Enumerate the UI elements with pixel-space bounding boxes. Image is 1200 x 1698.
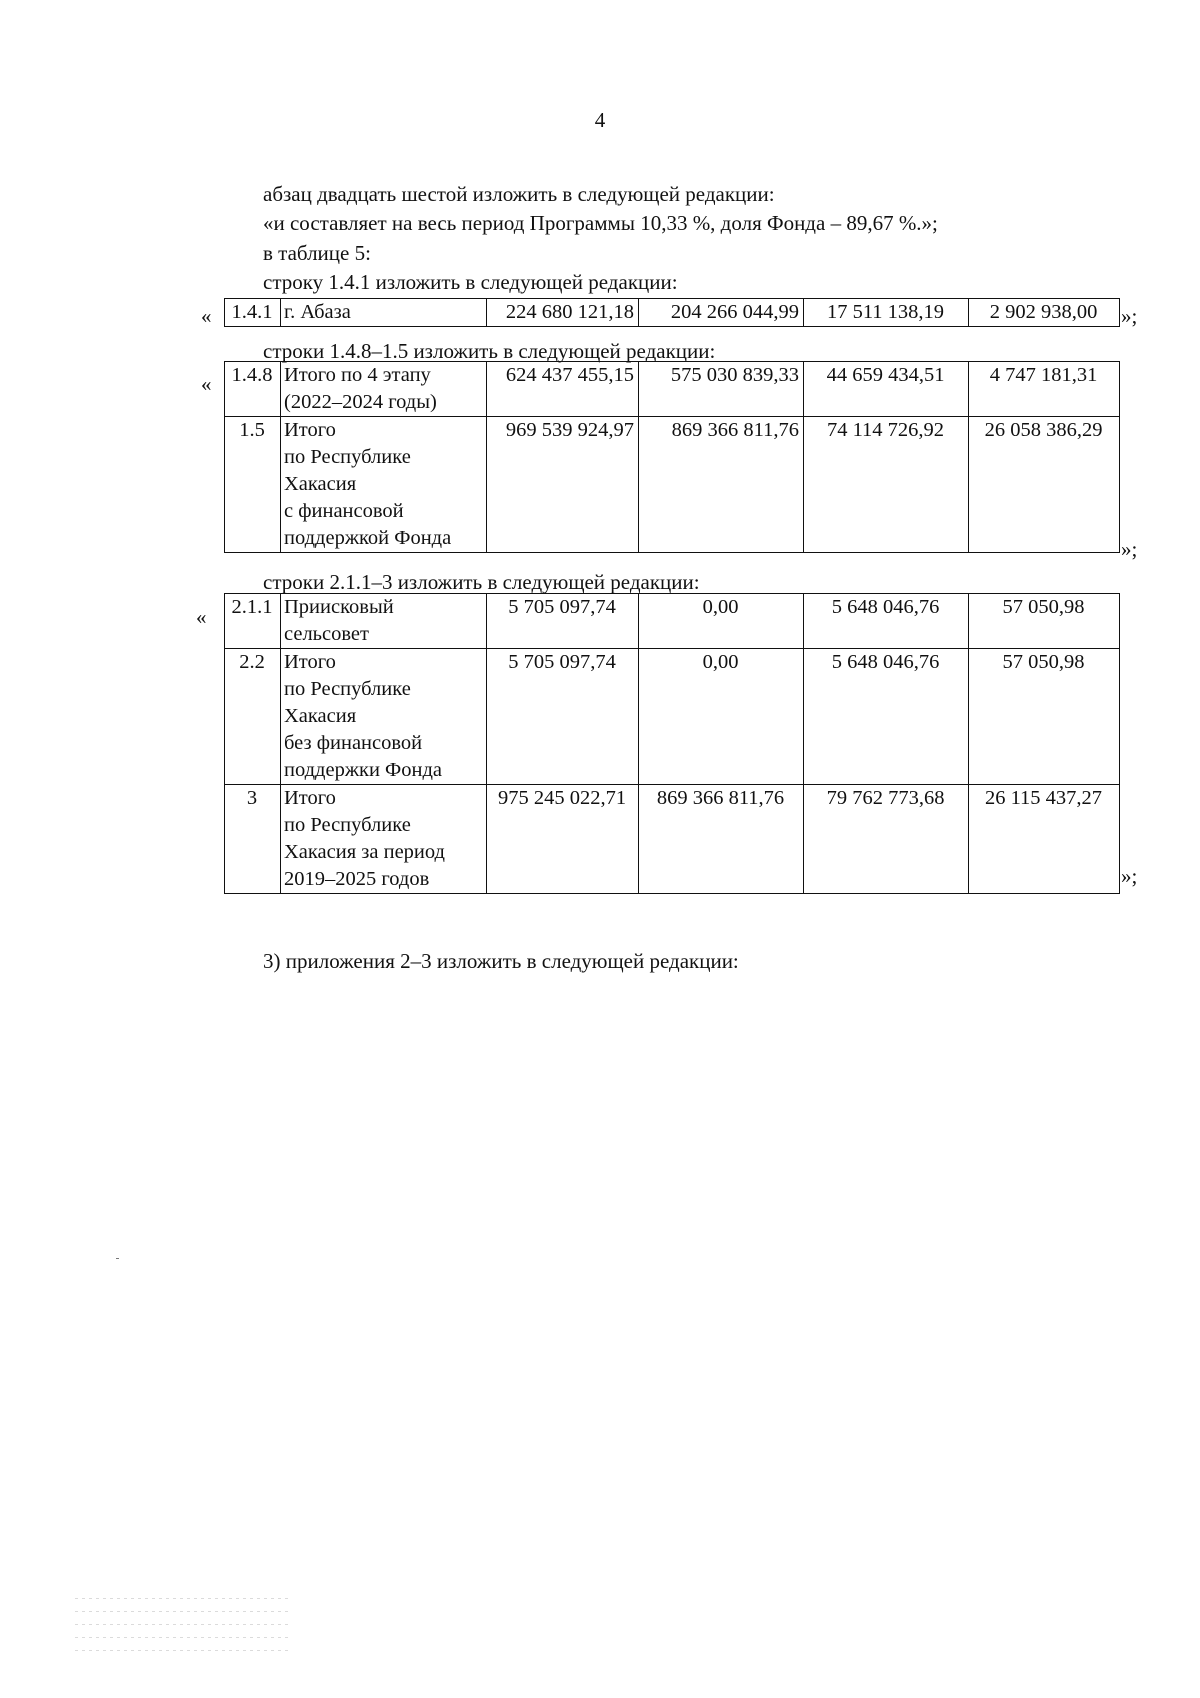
row-number: 1.4.1 [225, 299, 281, 327]
row-number: 2.2 [225, 649, 281, 785]
amount-cell: 624 437 455,15 [487, 362, 639, 417]
row-name-line: Итого по 4 этапу [284, 364, 431, 386]
row-name-line: по Республике [284, 814, 411, 836]
intro-line-3: в таблице 5: [263, 241, 371, 265]
intro-line-1: абзац двадцать шестой изложить в следующей редакции: [263, 182, 775, 206]
row-name-line: Хакасия [284, 705, 357, 727]
row-name-line: по Республике [284, 678, 411, 700]
amount-cell: 975 245 022,71 [487, 785, 639, 894]
amount-cell: 5 648 046,76 [804, 649, 969, 785]
table-rows-1-4-8-1-5 [224, 361, 1120, 553]
table-row-1-4-1 [224, 298, 1120, 327]
quote-close-2: »; [1121, 537, 1138, 561]
row-name-line: Итого [284, 419, 336, 441]
amount-cell: 79 762 773,68 [804, 785, 969, 894]
row-name-line: поддержкой Фонда [284, 527, 452, 549]
row-name [281, 417, 487, 553]
amount-cell: 869 366 811,76 [639, 417, 804, 553]
row-name [281, 649, 487, 785]
table-body [225, 299, 1120, 327]
amount-cell: 44 659 434,51 [804, 362, 969, 417]
table-row [225, 785, 1120, 894]
table-body [225, 362, 1120, 553]
row-number: 3 [225, 785, 281, 894]
row-name-line: г. Абаза [284, 301, 351, 323]
table-body [225, 594, 1120, 894]
table-rows-2-1-1-3 [224, 593, 1120, 894]
row-name-line: Хакасия [284, 473, 357, 495]
amount-cell: 26 115 437,27 [969, 785, 1120, 894]
table-row [225, 299, 1120, 327]
row-name [281, 594, 487, 649]
row-number: 1.5 [225, 417, 281, 553]
scan-speck [116, 1258, 119, 1259]
row-name-line: (2022–2024 годы) [284, 391, 437, 413]
amount-cell: 57 050,98 [969, 594, 1120, 649]
intro-line-2: «и составляет на весь период Программы 10,33 %, доля Фонда – 89,67 %.»; [263, 211, 938, 235]
row-name-line: с финансовой [284, 500, 404, 522]
amount-cell: 204 266 044,99 [639, 299, 804, 327]
amount-cell: 969 539 924,97 [487, 417, 639, 553]
amount-cell: 74 114 726,92 [804, 417, 969, 553]
table-row [225, 417, 1120, 553]
row-number: 1.4.8 [225, 362, 281, 417]
row-name [281, 362, 487, 417]
heading-row-1-4-1: строку 1.4.1 изложить в следующей редакции: [263, 270, 678, 294]
amount-cell: 2 902 938,00 [969, 299, 1120, 327]
quote-open-3: « [196, 605, 207, 629]
heading-rows-1-4-8: строки 1.4.8–1.5 изложить в следующей редакции: [263, 339, 716, 363]
amount-cell: 5 705 097,74 [487, 594, 639, 649]
quote-open-2: « [201, 372, 212, 396]
row-name-line: Приисковый [284, 596, 394, 618]
amount-cell: 17 511 138,19 [804, 299, 969, 327]
amount-cell: 575 030 839,33 [639, 362, 804, 417]
heading-rows-2-1-1: строки 2.1.1–3 изложить в следующей редакции: [263, 570, 700, 594]
row-name-line: поддержки Фонда [284, 759, 443, 781]
table-row [225, 649, 1120, 785]
page-number: 4 [594, 108, 606, 132]
row-name [281, 299, 487, 327]
amount-cell: 4 747 181,31 [969, 362, 1120, 417]
amount-cell: 5 705 097,74 [487, 649, 639, 785]
row-name-line: Итого [284, 651, 336, 673]
quote-close-3: »; [1121, 864, 1138, 888]
row-name-line: сельсовет [284, 623, 369, 645]
amount-cell: 869 366 811,76 [639, 785, 804, 894]
amount-cell: 0,00 [639, 594, 804, 649]
row-number: 2.1.1 [225, 594, 281, 649]
faded-stamp-marks [75, 1598, 290, 1673]
amount-cell: 57 050,98 [969, 649, 1120, 785]
row-name [281, 785, 487, 894]
footer-line: 3) приложения 2–3 изложить в следующей редакции: [263, 949, 739, 973]
row-name-line: без финансовой [284, 732, 423, 754]
row-name-line: 2019–2025 годов [284, 868, 430, 890]
row-name-line: Хакасия за период [284, 841, 445, 863]
quote-close-1: »; [1121, 304, 1138, 328]
amount-cell: 0,00 [639, 649, 804, 785]
table-row [225, 594, 1120, 649]
table-row [225, 362, 1120, 417]
quote-open-1: « [201, 304, 212, 328]
row-name-line: по Республике [284, 446, 411, 468]
amount-cell: 5 648 046,76 [804, 594, 969, 649]
amount-cell: 224 680 121,18 [487, 299, 639, 327]
amount-cell: 26 058 386,29 [969, 417, 1120, 553]
row-name-line: Итого [284, 787, 336, 809]
